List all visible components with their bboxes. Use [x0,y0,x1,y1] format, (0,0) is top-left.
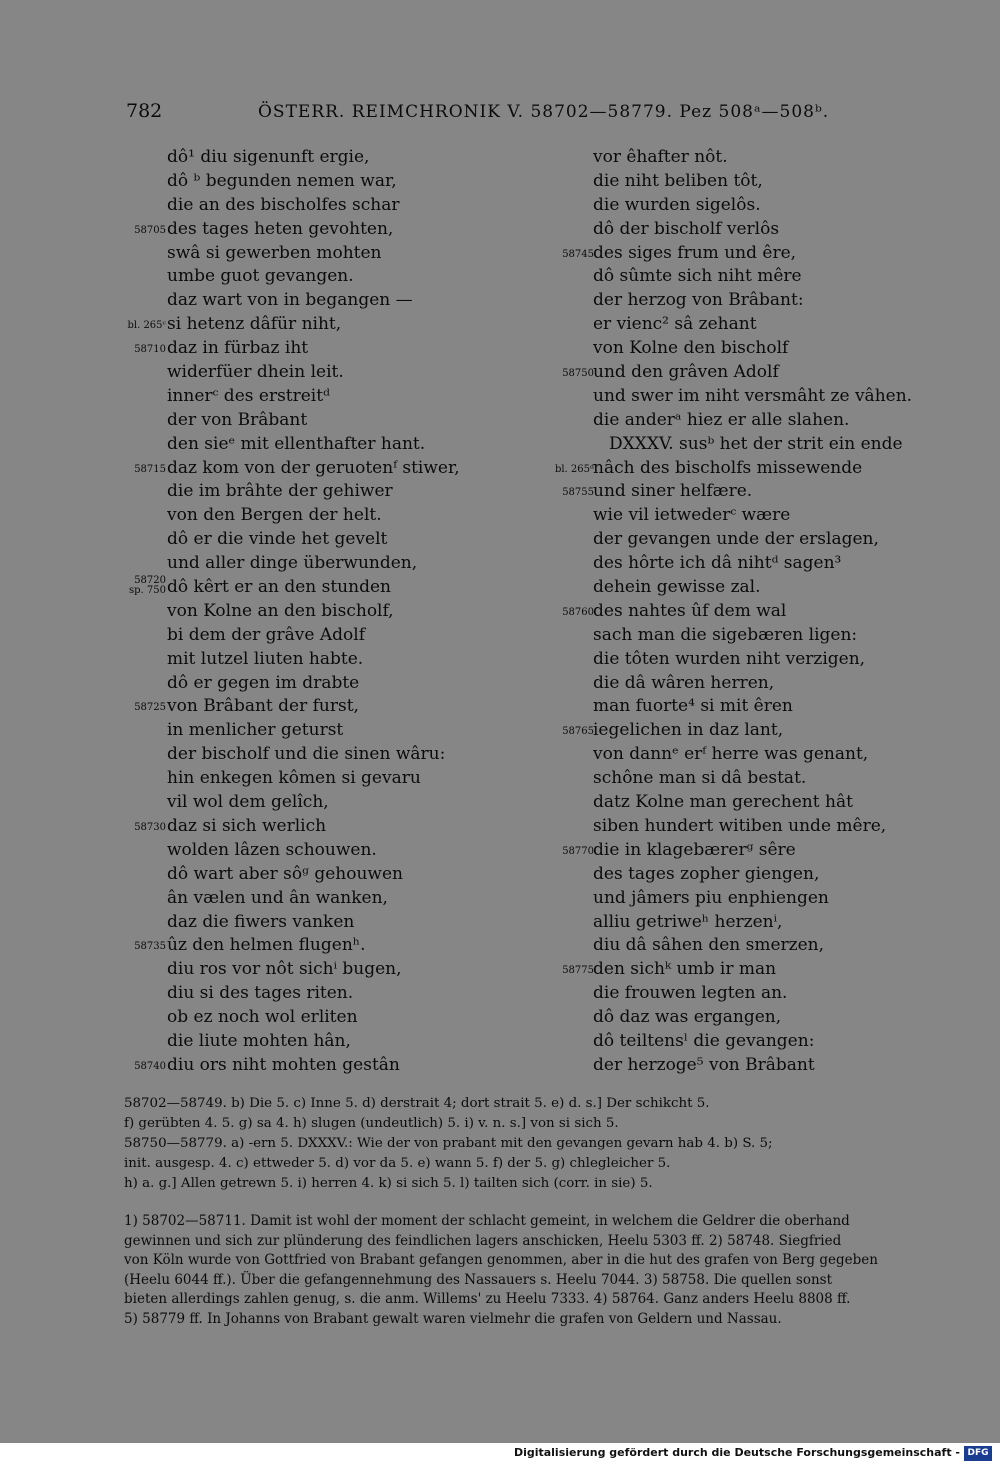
verse-line [120,146,505,170]
verse-text: widerfüer dhein leit. [167,362,344,383]
right-verse-column [548,146,968,1078]
verse-line [548,480,968,504]
verse-line [120,1006,505,1030]
verse-text: der gevangen unde der erslagen, [593,529,879,550]
verse-line [548,457,968,481]
verse-line [548,337,968,361]
verse-line [548,839,968,863]
verse-line [548,791,968,815]
verse-text: von dannᵉ erᶠ herre was genant, [593,744,869,765]
verse-text: und siner helfære. [593,481,753,502]
verse-line [120,337,505,361]
verse-text: des nahtes ûf dem wal [593,600,787,621]
verse-text: dô er gegen im drabte [167,672,360,693]
verse-text: ân vælen und ân wanken, [167,887,388,908]
verse-line [548,958,968,982]
verse-line [548,624,968,648]
verse-line [548,409,968,433]
verse-line [120,743,505,767]
digitization-footer [0,1443,1000,1465]
verse-line [120,1054,505,1078]
line-number: 58755 [562,487,594,499]
line-number: 58740 [134,1060,166,1072]
verse-text: sach man die sigebæren ligen: [593,624,858,645]
verse-line [120,719,505,743]
verse-line [548,528,968,552]
variant-line: init. ausgesp. 4. c) ettweder 5. d) vor da 5. e) wann 5. f) der 5. g) chlegleicher 5. [124,1156,671,1171]
verse-text: wie vil ietwederᶜ wære [593,505,791,526]
page-number: 782 [126,100,163,122]
verse-text: die dâ wâren herren, [593,672,775,693]
verse-text: die wurden sigelôs. [593,194,761,215]
verse-text: vil wol dem gelîch, [167,792,329,813]
verse-text: schône man si dâ bestat. [593,768,807,789]
verse-text: si hetenz dâfür niht, [167,314,342,335]
verse-text: von den Bergen der helt. [167,505,382,526]
line-number: 58750 [562,368,594,380]
verse-line [120,791,505,815]
verse-line [120,480,505,504]
footnote-line: 5) 58779 ff. In Johanns von Brabant gewalt waren vielmehr die grafen von Geldern und Nassau. [124,1310,782,1327]
verse-text: umbe guot gevangen. [167,266,354,287]
line-number: 58765 [562,726,594,738]
verse-text: dô¹ diu sigenunft ergie, [167,147,370,167]
verse-text: DXXXV. susᵇ het der strit ein ende [609,433,903,454]
verse-text: der herzog von Brâbant: [593,290,804,311]
verse-line [120,409,505,433]
verse-line [548,433,968,457]
verse-text: dô der bischolf verlôs [593,218,780,239]
line-number: 58715 [134,463,166,475]
footnote-line: von Köln wurde von Gottfried von Brabant gefangen genommen, aber in die hut des grafen von Berg gegeben [124,1252,878,1268]
verse-line [548,1030,968,1054]
verse-text: daz die fiwers vanken [167,911,355,932]
verse-text: datz Kolne man gerechent hât [593,792,853,813]
verse-text: ob ez noch wol erliten [167,1007,358,1028]
verse-line [120,194,505,218]
verse-line [548,719,968,743]
verse-text: dô teiltensˡ die gevangen: [593,1030,815,1051]
page-header [0,100,1000,130]
verse-line [548,767,968,791]
verse-line [120,385,505,409]
line-number: 58760 [562,606,594,618]
line-number: bl. 265ᶜ [127,320,166,332]
line-number: 58705 [134,224,166,236]
verse-line [120,695,505,719]
verse-text: man fuorte⁴ si mit êren [593,696,793,717]
verse-text: des hôrte ich dâ nihtᵈ sagen³ [593,553,842,574]
verse-line [548,863,968,887]
verse-line [548,672,968,696]
verse-text: von Kolne an den bischolf, [167,600,394,621]
line-number: 58775 [562,965,594,977]
verse-line [548,289,968,313]
verse-line [120,958,505,982]
footnote-line: gewinnen und sich zur plünderung des feindlichen lagers anschicken, Heelu 5303 ff. 2) 58748. Siegfried [124,1232,842,1249]
verse-line [120,839,505,863]
verse-text: in menlicher geturst [167,720,344,741]
variant-line: h) a. g.] Allen getrewn 5. i) herren 4. k) si sich 5. l) tailten sich (corr. in sie) 5. [124,1176,653,1191]
verse-text: und den grâven Adolf [593,362,779,383]
verse-line [548,242,968,266]
line-number: 58710 [134,344,166,356]
verse-line [548,1006,968,1030]
verse-text: dô kêrt er an den stunden [167,577,391,598]
verse-line [120,672,505,696]
verse-line [548,385,968,409]
verse-line [120,624,505,648]
verse-line [120,600,505,624]
verse-text: den sichᵏ umb ir man [593,959,777,980]
verse-text: von Kolne den bischolf [593,338,789,359]
footnote-line: bieten allerdings zahlen genug, s. die anm. Willems' zu Heelu 7333. 4) 58764. Ganz anders Heelu 8808 ff. [124,1291,851,1307]
verse-text: und swer im niht versmâht ze vâhen. [593,385,913,406]
verse-text: die anderᵃ hiez er alle slahen. [593,409,850,430]
verse-line [548,982,968,1006]
verse-text: hin enkegen kômen si gevaru [167,768,421,789]
verse-line [120,552,505,576]
verse-line [120,170,505,194]
verse-line [548,194,968,218]
verse-text: swâ si gewerben mohten [167,242,382,263]
verse-line [548,170,968,194]
verse-line [548,265,968,289]
verse-text: bi dem der grâve Adolf [167,624,365,645]
verse-line [120,289,505,313]
verse-line [120,648,505,672]
verse-line [548,361,968,385]
left-verse-column [120,146,505,1078]
verse-text: dô wart aber sôᵍ gehouwen [167,863,403,884]
footnote-line: (Heelu 6044 ff.). Über die gefangennehmung des Nassauers s. Heelu 7044. 3) 58758. Die quellen sonst [124,1271,833,1288]
verse-text: mit lutzel liuten habte. [167,648,364,669]
verse-line [548,934,968,958]
verse-line [120,767,505,791]
verse-text: dô ᵇ begunden nemen war, [167,170,397,191]
verse-text: die frouwen legten an. [593,983,788,1004]
verse-line [548,887,968,911]
verse-line [120,242,505,266]
line-number: 58770 [562,845,594,857]
verse-text: daz in fürbaz iht [167,338,309,359]
verse-text: der von Brâbant [167,409,308,430]
verse-text: innerᶜ des erstreitᵈ [167,385,330,406]
verse-text: vor êhafter nôt. [593,147,728,167]
verse-text: diu dâ sâhen den smerzen, [593,935,825,956]
verse-text: der bischolf und die sinen wâru: [167,744,446,765]
dfg-logo: DFG [964,1446,992,1461]
verse-line [120,504,505,528]
verse-line [120,576,505,600]
verse-line [120,1030,505,1054]
verse-text: die an des bischolfes schar [167,194,400,215]
verse-text: er vienc² sâ zehant [593,314,757,335]
verse-text: die im brâhte der gehiwer [167,481,393,502]
verse-line [548,815,968,839]
line-number: 58735 [134,941,166,953]
line-number: 58745 [562,248,594,260]
verse-text: und aller dinge überwunden, [167,553,418,574]
verse-text: des tages heten gevohten, [167,218,394,239]
verse-text: die tôten wurden niht verzigen, [593,648,866,669]
footnote-line: 1) 58702—58711. Damit ist wohl der moment der schlacht gemeint, in welchem die Geldrer die oberhand [124,1213,850,1229]
verse-line [120,911,505,935]
verse-line [548,313,968,337]
verse-text: diu ros vor nôt sichⁱ bugen, [167,959,402,980]
verse-line [548,648,968,672]
verse-line [548,1054,968,1078]
verse-text: dô daz was ergangen, [593,1007,782,1028]
verse-line [548,146,968,170]
verse-text: nâch des bischolfs missewende [593,457,863,478]
line-number: 58720 sp. 750 [129,575,166,597]
verse-text: die liute mohten hân, [167,1030,351,1051]
verse-text: ûz den helmen flugenʰ. [167,935,366,956]
verse-line [120,218,505,242]
verse-text: und jâmers piu enphiengen [593,887,829,908]
variant-apparatus [124,1094,960,1194]
line-number: 58725 [134,702,166,714]
verse-text: die in klagebærerᵍ sêre [593,839,796,860]
verse-line [120,982,505,1006]
verse-line [120,815,505,839]
verse-text: dehein gewisse zal. [593,577,761,598]
verse-text: dô er die vinde het gevelt [167,529,388,550]
running-head: ÖSTERR. REIMCHRONIK V. 58702—58779. Pez 508ᵃ—508ᵇ. [258,102,830,122]
verse-line [548,911,968,935]
verse-text: daz kom von der geruotenᶠ stiwer, [167,457,460,478]
verse-line [120,361,505,385]
verse-line [120,528,505,552]
verse-text: dô sûmte sich niht mêre [593,266,802,287]
verse-text: des tages zopher giengen, [593,863,820,884]
verse-line [120,863,505,887]
verse-line [548,552,968,576]
verse-text: die niht beliben tôt, [593,170,763,191]
verse-line [120,433,505,457]
verse-text: daz si sich werlich [167,815,327,836]
verse-line [548,600,968,624]
verse-text: des siges frum und êre, [593,242,797,263]
verse-text: siben hundert witiben unde mêre, [593,815,887,836]
verse-text: alliu getriweʰ herzenⁱ, [593,911,783,932]
verse-line [548,504,968,528]
line-number: 58730 [134,821,166,833]
verse-text: daz wart von in begangen — [167,290,413,311]
verse-text: der herzoge⁵ von Brâbant [593,1054,815,1075]
verse-line [548,576,968,600]
verse-text: iegelichen in daz lant, [593,720,784,741]
verse-text: wolden lâzen schouwen. [167,839,377,860]
variant-line: 58750—58779. a) -ern 5. DXXXV.: Wie der von prabant mit den gevangen gevarn hab 4. b) S. 5; [124,1136,773,1151]
verse-line [548,218,968,242]
variant-line: f) gerübten 4. 5. g) sa 4. h) slugen (undeutlich) 5. i) v. n. s.] von si sich 5. [124,1116,619,1131]
verse-line [548,695,968,719]
verse-text: von Brâbant der furst, [167,696,359,717]
verse-line [120,457,505,481]
verse-line [120,887,505,911]
verse-line [548,743,968,767]
verse-line [120,265,505,289]
verse-text: diu ors niht mohten gestân [167,1054,400,1075]
variant-line: 58702—58749. b) Die 5. c) Inne 5. d) derstrait 4; dort strait 5. e) d. s.] Der schikcht 5. [124,1096,710,1111]
verse-line [120,934,505,958]
footer-credit: Digitalisierung gefördert durch die Deutsche Forschungsgemeinschaft - [513,1446,960,1459]
footnotes [124,1212,960,1329]
verse-text: diu si des tages riten. [167,983,354,1004]
line-number: bl. 265ᵈ [554,463,594,475]
verse-line [120,313,505,337]
verse-text: den sieᵉ mit ellenthafter hant. [167,433,426,454]
